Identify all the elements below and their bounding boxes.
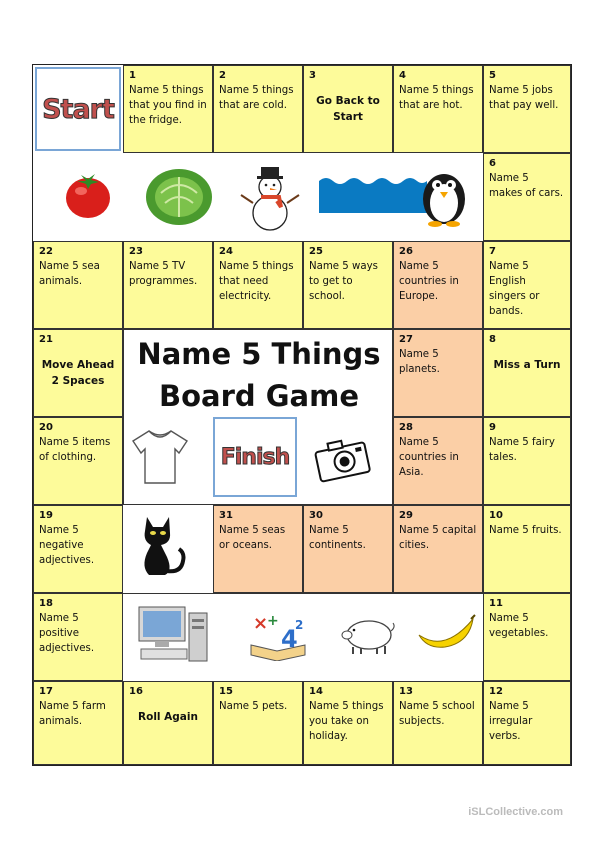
square-18[interactable] <box>33 593 123 681</box>
square-number: 15 <box>219 686 233 697</box>
square-24[interactable] <box>213 241 303 329</box>
square-text: Name 5 countries in Europe. <box>399 261 459 302</box>
square-text: Name 5 makes of cars. <box>489 173 564 199</box>
square-number: 30 <box>309 510 323 521</box>
square-20[interactable] <box>33 417 123 505</box>
square-text: Go Back to Start <box>316 95 380 123</box>
footer-credit: iSLCollective.com <box>468 806 563 818</box>
square-text: Name 5 things that are cold. <box>219 85 294 111</box>
square-text: Name 5 fairy tales. <box>489 437 555 463</box>
square-text: Name 5 capital cities. <box>399 525 477 551</box>
penguin-icon <box>417 163 471 227</box>
square-text: Name 5 seas or oceans. <box>219 525 286 551</box>
tshirt-icon <box>131 427 189 487</box>
square-number: 11 <box>489 598 503 609</box>
square-text: Name 5 continents. <box>309 525 366 551</box>
square-number: 21 <box>39 334 53 345</box>
square-text: Name 5 items of clothing. <box>39 437 111 463</box>
square-text: Name 5 vegetables. <box>489 613 549 639</box>
square-text: Name 5 school subjects. <box>399 701 475 727</box>
svg-text:×: × <box>253 613 269 634</box>
camera-icon <box>313 435 371 483</box>
square-number: 29 <box>399 510 413 521</box>
square-number: 5 <box>489 70 496 81</box>
square-number: 24 <box>219 246 233 257</box>
square-17[interactable] <box>33 681 123 765</box>
square-8[interactable] <box>483 329 571 417</box>
computer-icon <box>137 603 209 669</box>
square-number: 20 <box>39 422 53 433</box>
square-11[interactable] <box>483 593 571 681</box>
square-text: Name 5 planets. <box>399 349 440 375</box>
square-text: Name 5 fruits. <box>489 525 562 536</box>
square-number: 26 <box>399 246 413 257</box>
square-number: 10 <box>489 510 503 521</box>
square-number: 2 <box>219 70 226 81</box>
square-text: Name 5 English singers or bands. <box>489 261 540 317</box>
square-number: 28 <box>399 422 413 433</box>
page-title <box>125 333 393 417</box>
square-text: Name 5 ways to get to school. <box>309 261 378 302</box>
square-text: Name 5 negative adjectives. <box>39 525 95 566</box>
math-book-icon <box>247 611 309 661</box>
square-1[interactable] <box>123 65 213 153</box>
square-text: Move Ahead 2 Spaces <box>41 359 115 387</box>
square-number: 17 <box>39 686 53 697</box>
square-text: Name 5 pets. <box>219 701 288 712</box>
square-5[interactable] <box>483 65 571 153</box>
square-text: Name 5 countries in Asia. <box>399 437 459 478</box>
cat-icon <box>137 513 187 579</box>
square-number: 9 <box>489 422 496 433</box>
square-number: 25 <box>309 246 323 257</box>
square-10[interactable] <box>483 505 571 593</box>
square-number: 13 <box>399 686 413 697</box>
square-14[interactable] <box>303 681 393 765</box>
square-text: Name 5 things that are hot. <box>399 85 474 111</box>
square-15[interactable] <box>213 681 303 765</box>
square-text: Name 5 farm animals. <box>39 701 106 727</box>
square-16[interactable] <box>123 681 213 765</box>
square-text: Miss a Turn <box>493 359 561 371</box>
tomato-icon <box>61 169 115 221</box>
square-6[interactable] <box>483 153 571 241</box>
square-text: Name 5 positive adjectives. <box>39 613 95 654</box>
pig-icon <box>339 613 397 655</box>
square-number: 27 <box>399 334 413 345</box>
square-30[interactable] <box>303 505 393 593</box>
square-number: 18 <box>39 598 53 609</box>
start-label: Start <box>42 93 114 125</box>
snowman-icon <box>239 161 301 233</box>
square-text: Name 5 things that need electricity. <box>219 261 294 302</box>
square-2[interactable] <box>213 65 303 153</box>
square-25[interactable] <box>303 241 393 329</box>
square-4[interactable] <box>393 65 483 153</box>
square-number: 7 <box>489 246 496 257</box>
square-number: 3 <box>309 70 316 81</box>
square-text: Roll Again <box>138 711 198 723</box>
finish-label: Finish <box>220 444 290 470</box>
square-number: 8 <box>489 334 496 345</box>
square-21[interactable] <box>33 329 123 417</box>
square-13[interactable] <box>393 681 483 765</box>
square-number: 14 <box>309 686 323 697</box>
square-12[interactable] <box>483 681 571 765</box>
square-19[interactable] <box>33 505 123 593</box>
square-number: 19 <box>39 510 53 521</box>
square-number: 31 <box>219 510 233 521</box>
title-line-2: Board Game <box>158 379 359 413</box>
banana-icon <box>415 613 477 651</box>
water-icon <box>319 175 427 213</box>
svg-text:+: + <box>267 613 279 629</box>
square-7[interactable] <box>483 241 571 329</box>
square-23[interactable] <box>123 241 213 329</box>
square-text: Name 5 sea animals. <box>39 261 100 287</box>
square-28[interactable] <box>393 417 483 505</box>
square-number: 1 <box>129 70 136 81</box>
square-29[interactable] <box>393 505 483 593</box>
square-number: 23 <box>129 246 143 257</box>
finish-square[interactable] <box>213 417 297 497</box>
square-3[interactable] <box>303 65 393 153</box>
square-text: Name 5 things that you find in the fridge. <box>129 85 207 126</box>
square-31[interactable] <box>213 505 303 593</box>
square-number: 4 <box>399 70 406 81</box>
square-number: 12 <box>489 686 503 697</box>
square-27[interactable] <box>393 329 483 417</box>
square-26[interactable] <box>393 241 483 329</box>
square-text: Name 5 TV programmes. <box>129 261 198 287</box>
square-text: Name 5 jobs that pay well. <box>489 85 559 111</box>
game-board <box>32 64 572 766</box>
square-number: 16 <box>129 686 143 697</box>
title-line-1: Name 5 Things <box>137 337 381 371</box>
square-text: Name 5 things you take on holiday. <box>309 701 384 742</box>
svg-text:4: 4 <box>281 625 298 653</box>
square-22[interactable] <box>33 241 123 329</box>
start-square[interactable] <box>35 67 121 151</box>
svg-text:2: 2 <box>295 618 304 632</box>
square-9[interactable] <box>483 417 571 505</box>
square-number: 6 <box>489 158 496 169</box>
lettuce-icon <box>143 163 215 227</box>
square-text: Name 5 irregular verbs. <box>489 701 533 742</box>
square-number: 22 <box>39 246 53 257</box>
